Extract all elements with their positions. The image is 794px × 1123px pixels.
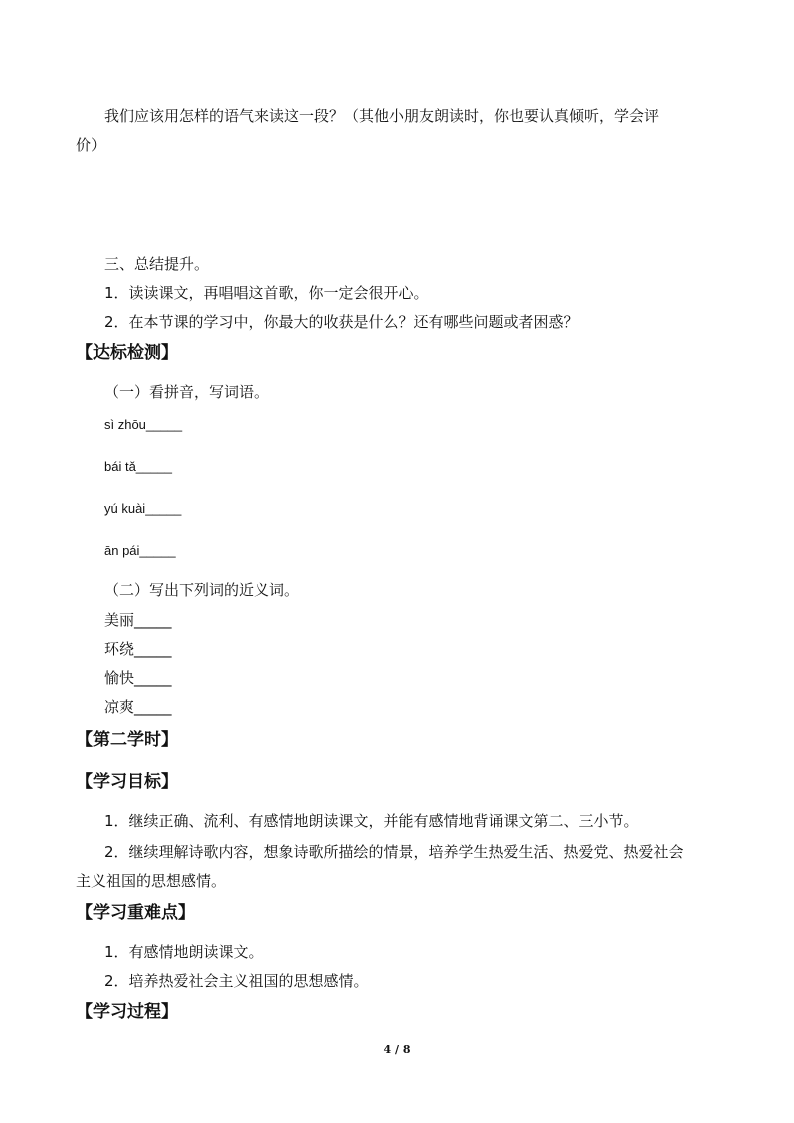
page-number: 4 / 8 — [383, 1043, 411, 1056]
summary-heading: 三、总结提升。 — [104, 255, 210, 273]
summary-item-1: 1．读读课文，再唱唱这首歌，你一定会很开心。 — [104, 284, 429, 302]
process-title: 【学习过程】 — [76, 1002, 178, 1022]
goals-title: 【学习目标】 — [76, 772, 178, 792]
key-points-title: 【学习重难点】 — [76, 903, 195, 923]
goals-item-1: 1．继续正确、流利、有感情地朗读课文，并能有感情地背诵课文第二、三小节。 — [104, 812, 639, 830]
goals-item-2-line-2: 主义祖国的思想感情。 — [76, 872, 227, 890]
pinyin-item: yú kuài_____ — [104, 501, 182, 516]
check-title: 【达标检测】 — [76, 343, 178, 363]
intro-line-1: 我们应该用怎样的语气来读这一段？（其他小朋友朗读时，你也要认真倾听，学会评 — [104, 107, 660, 125]
synonym-item: 凉爽_____ — [104, 698, 172, 716]
synonym-item: 美丽_____ — [104, 611, 172, 629]
pinyin-item: bái tǎ_____ — [104, 459, 172, 474]
lesson2-title: 【第二学时】 — [76, 730, 178, 750]
intro-line-2: 价） — [76, 136, 107, 154]
key-points-item-1: 1．有感情地朗读课文。 — [104, 943, 264, 961]
check-part2-title: （二）写出下列词的近义词。 — [104, 581, 300, 599]
key-points-item-2: 2．培养热爱社会主义祖国的思想感情。 — [104, 972, 369, 990]
pinyin-item: ān pái_____ — [104, 543, 176, 558]
synonym-item: 环绕_____ — [104, 640, 172, 658]
pinyin-item: sì zhōu_____ — [104, 417, 183, 432]
check-part1-title: （一）看拼音，写词语。 — [104, 383, 270, 401]
goals-item-2-line-1: 2．继续理解诗歌内容，想象诗歌所描绘的情景，培养学生热爱生活、热爱党、热爱社会 — [104, 843, 684, 861]
summary-item-2: 2．在本节课的学习中，你最大的收获是什么？还有哪些问题或者困惑？ — [104, 313, 579, 331]
synonym-item: 愉快_____ — [104, 669, 172, 687]
